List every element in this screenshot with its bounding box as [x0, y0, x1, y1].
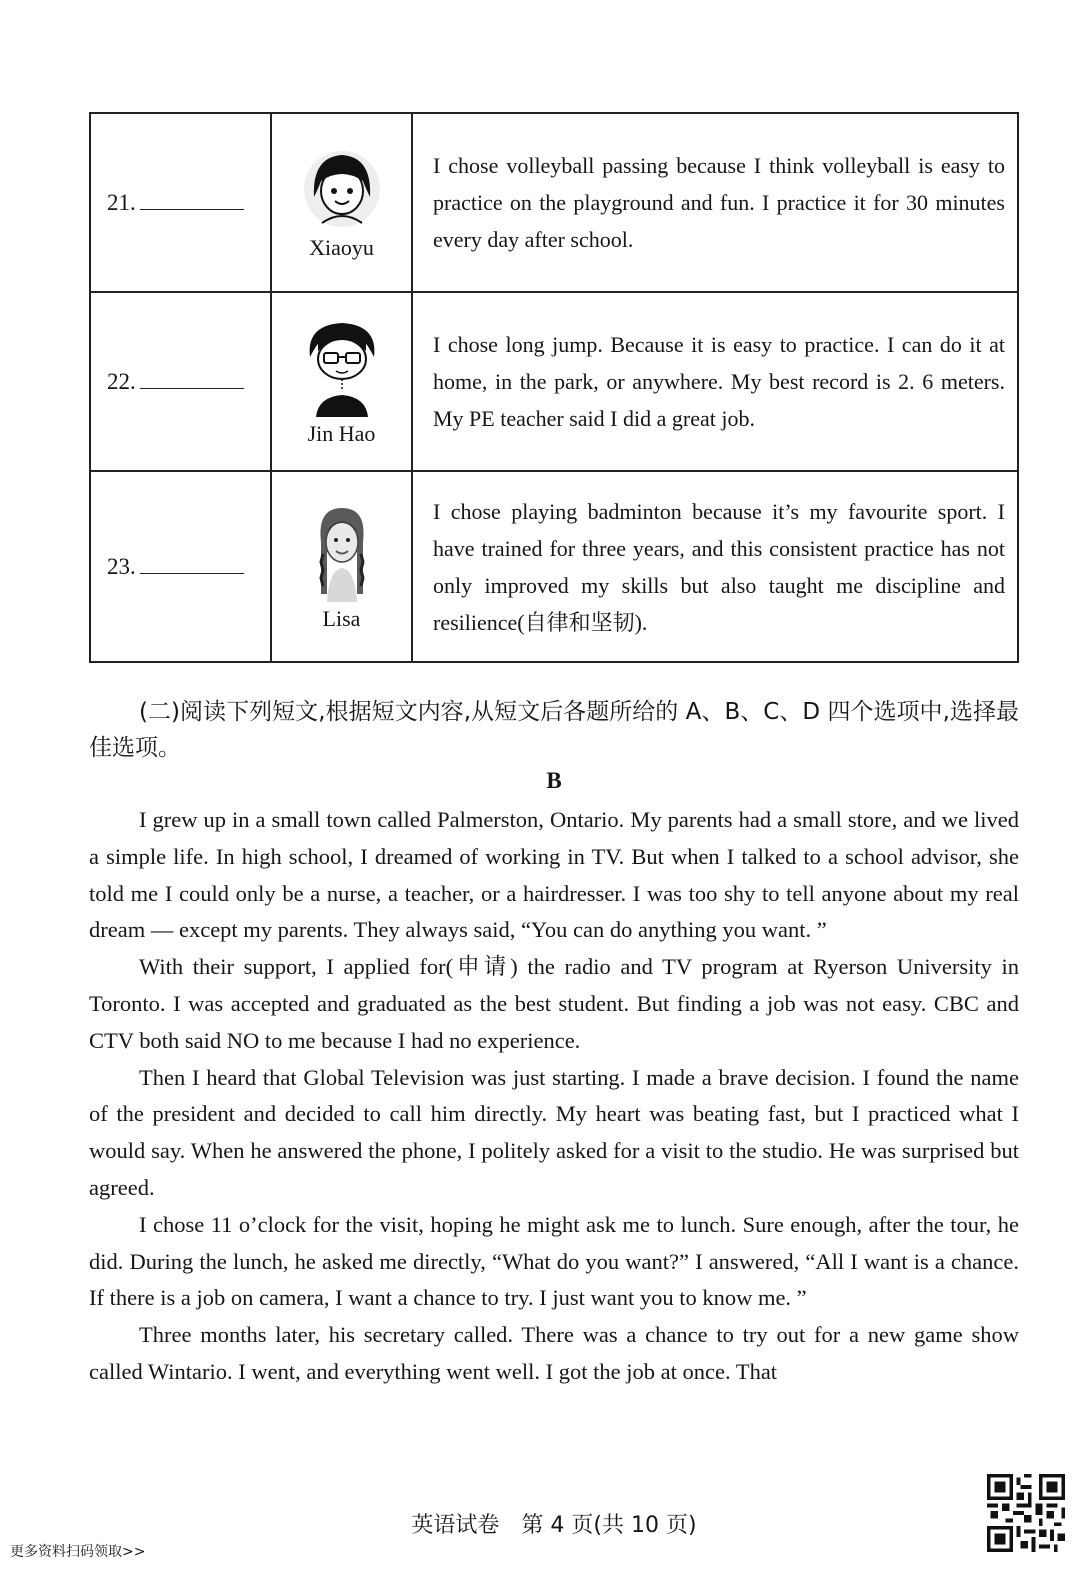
student-statement: I chose long jump. Because it is easy to practice. I can do it at home, in the park, or anywhere. My best record is 2. 6 meters. My PE teacher said I did a great job.	[412, 292, 1018, 471]
passage-label: B	[546, 768, 562, 793]
question-number-cell	[90, 292, 271, 471]
student-name: Xiaoyu	[309, 234, 374, 260]
student-statement: I chose playing badminton because it’s my favourite sport. I have trained for three years, and this consistent practice has not only improved my skills but also taught me discipline and resilience(自律和坚韧).	[412, 471, 1018, 662]
answer-blank[interactable]	[140, 387, 244, 389]
table-row	[90, 292, 1018, 471]
more-resources-link[interactable]: 更多资料扫码领取>>	[10, 1544, 146, 1560]
question-number-cell	[90, 471, 271, 662]
question-number: 22.	[107, 368, 136, 394]
passage-paragraph: Then I heard that Global Television was just starting. I made a brave decision. I found the name of the president and decided to call him directly. My heart was beating fast, but I practiced what I would say. When he answered the phone, I politely asked for a visit to the studio. He was surprised but agreed.	[89, 1064, 1019, 1200]
girl-avatar-icon	[302, 145, 382, 231]
avatar-cell	[271, 292, 412, 471]
passage-paragraph: I grew up in a small town called Palmerston, Ontario. My parents had a small store, and we lived a simple life. In high school, I dreamed of working in TV. But when I talked to a school advisor, she told me I could only be a nurse, a teacher, or a hairdresser. I was too shy to tell anyone about my real dream — except my parents. They always said, “You can do anything you want. ”	[89, 807, 1019, 943]
answer-blank[interactable]	[140, 572, 244, 574]
lisa-photo-icon	[307, 502, 377, 602]
page-footer: 英语试卷 第 4 页(共 10 页)	[411, 1513, 697, 1538]
boy-avatar-icon	[302, 317, 382, 417]
passage-paragraph: With their support, I applied for(申请) the radio and TV program at Ryerson University in Toronto. I was accepted and graduated as the best student. But finding a job was not easy. CBC and CTV both said NO to me because I had no experience.	[89, 954, 1019, 1053]
passage-paragraph: I chose 11 o’clock for the visit, hoping he might ask me to lunch. Sure enough, after the tour, he did. During the lunch, he asked me directly, “What do you want?” I answered, “All I want is a chance. If there is a job on camera, I want a chance to try. I just want you to know me. ”	[89, 1211, 1019, 1311]
qr-code-icon[interactable]	[987, 1474, 1065, 1552]
question-number: 23.	[107, 553, 136, 579]
question-number-cell	[90, 113, 271, 292]
passage-paragraph: Three months later, his secretary called. There was a chance to try out for a new game show called Wintario. I went, and everything went well. I got the job at once. That	[89, 1322, 1019, 1384]
section-instruction	[89, 694, 1019, 766]
table-row	[90, 113, 1018, 292]
student-name: Lisa	[322, 605, 361, 631]
avatar-cell	[271, 113, 412, 292]
answer-blank[interactable]	[140, 208, 244, 210]
avatar-cell	[271, 471, 412, 662]
instruction-text: (二)阅读下列短文,根据短文内容,从短文后各题所给的 A、B、C、D 四个选项中,选择最佳选项。	[89, 699, 1019, 761]
student-name: Jin Hao	[307, 420, 376, 446]
question-number: 21.	[107, 189, 136, 215]
answer-table	[89, 112, 1019, 663]
table-row	[90, 471, 1018, 662]
student-statement: I chose volleyball passing because I think volleyball is easy to practice on the playground and fun. I practice it for 30 minutes every day after school.	[412, 113, 1018, 292]
reading-passage	[89, 802, 1019, 1391]
